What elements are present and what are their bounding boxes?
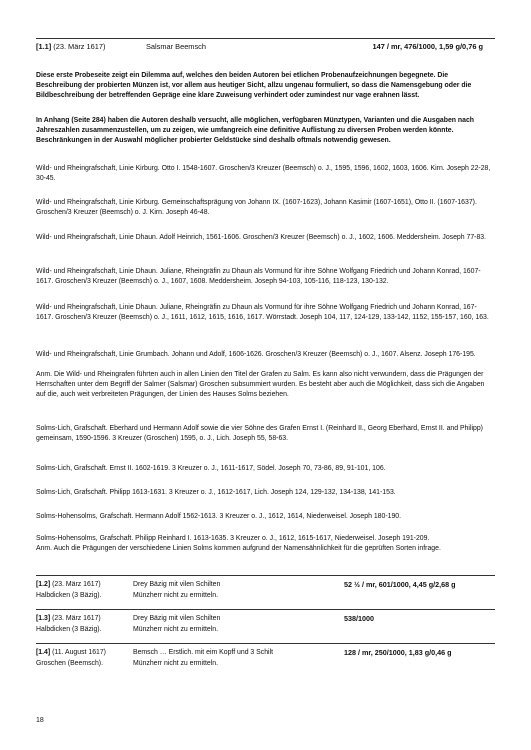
entry-1-2-value: 52 ½ / mr, 601/1000, 4,45 g/2,68 g [344,580,456,589]
paragraph-dhaun-juliane-2: Wild- und Rheingrafschaft, Linie Dhaun. Juliane, Rheingräfin zu Dhaun als Vormund für ihre Söhne Wolfgang Friedrich und Johann Konrad, 167-1617. Groschen/3 Kreuzer (Beemsch) o. J., 1611, 1612, 1615, 1616, 1617. Wörrstadt. Joseph 104, 117, 124-129, 133-142, 1152, 155-157, 160, 163. [36,304,489,321]
paragraph-kirburg-otto: Wild- und Rheingrafschaft, Linie Kirburg. Otto I. 1548-1607. Groschen/3 Kreuzer (Beemsch) o. J., 1595, 1596, 1602, 1603, 1606. Kirn. Joseph 22-28, 30-45. [36,165,491,182]
entry-rule-3 [36,643,495,644]
entry-1-4-id: [1.4] [36,649,51,656]
entry-1-4-label [36,647,124,669]
entry-1-3-label [36,613,124,635]
intro-paragraph-2: In Anhang (Seite 284) haben die Autoren deshalb versucht, alle möglichen, verfügbaren Münztypen, Varianten und die Ausgaben nach Jahreszahlen zusammenzustellen, um zu zeigen, wie umfangreich eine definitive Auflistung zu diversen Proben werden könnte. Beschränkungen in der Auswahl möglicher probierter Geldstücke sind deshalb oftmals notwendig gewesen. [36,117,475,144]
entry-1-3-coin: Halbdicken (3 Bäzig). [36,626,102,633]
entry-1-2-description [133,579,343,601]
paragraph-solms-lich-1: Solms-Lich, Grafschaft. Eberhard und Hermann Adolf sowie die vier Söhne des Grafen Ernst I. (Reinhard II., Georg Eberhard, Ernst II. and Philipp) gemeinsam, 1590-1596. 3 Kreuzer (Groschen) 1595, o. J., Lich. Joseph 55, 58-63. [36,425,483,442]
entry-header [36,42,495,52]
paragraph-solms-lich-2: Solms-Lich, Grafschaft. Ernst II. 1602-1619. 3 Kreuzer o. J., 1611-1617, Södel. Joseph 70, 73-86, 89, 91-101, 106. [36,465,386,472]
intro-paragraph-1: Diese erste Probeseite zeigt ein Dilemma auf, welches den beiden Autoren bei etlichen Probenaufzeichnungen begegnete. Die Beschreibung der probierten Münzen ist, vor allem aus heutiger Sicht, allzu ungenau formuliert, so dass die Namensgebung oder die Bildbeschreibung der betreffenden Gepräge eine klare Zuweisung verhindert oder zumindest nur vage erahnen lässt. [36,72,472,99]
paragraph-dhaun-adolf: Wild- und Rheingrafschaft, Linie Dhaun. Adolf Heinrich, 1561-1606. Groschen/3 Kreuzer (Beemsch) o. J., 1602, 1606. Meddersheim. Joseph 77-83. [36,234,487,241]
entry-rule-1 [36,575,495,576]
entry-1-3-date: (23. März 1617) [52,615,101,622]
paragraph-kirburg-gemeinschaft: Wild- und Rheingrafschaft, Linie Kirburg. Gemeinschaftsprägung von Johann IX. (1607-1623), Johann Kasimir (1607-1651), Otto II. (1607-1637). Groschen/3 Kreuzer (Beemsch) o. J. Kirn. Joseph 46-48. [36,199,477,216]
entry-1-3-id: [1.3] [36,615,51,622]
entry-1-3-desc-2: Münzherr nicht zu ermitteln. [133,626,219,633]
entry-1-2-label [36,579,124,601]
entry-1-4-desc-1: Bemsch … Erstlich. mit eim Kopff und 3 Schilt [133,649,274,656]
entry-1-2 [36,579,495,601]
entry-1-4-description [133,647,343,669]
entry-1-3 [36,613,495,635]
entry-value: 147 / mr, 476/1000, 1,59 g/0,76 g [372,42,483,51]
entry-date: (23. März 1617) [53,42,106,51]
entry-1-3-value: 538/1000 [344,614,374,623]
paragraph-solms-hohensolms-2: Solms-Hohensolms, Grafschaft. Philipp Reinhard I. 1613-1635. 3 Kreuzer o. J., 1612, 1615-1617, Niederweisel. Joseph 191-209. [36,535,430,542]
note-solms: Anm. Auch die Prägungen der verschiedene Linien Solms kommen aufgrund der Namensähnlichkeit für die geprüften Sorten infrage. [36,545,441,552]
entry-1-4 [36,647,495,669]
entry-1-2-desc-2: Münzherr nicht zu ermitteln. [133,592,219,599]
entry-1-4-value: 128 / mr, 250/1000, 1,83 g/0,46 g [344,648,452,657]
entry-1-4-desc-2: Münzherr nicht zu ermitteln. [133,660,219,667]
entry-reference [36,42,105,52]
entry-id: [1.1] [36,42,52,51]
entry-1-2-desc-1: Drey Bäzig mit vilen Schilten [133,581,221,588]
entry-1-2-date: (23. März 1617) [52,581,101,588]
paragraph-grumbach: Wild- und Rheingrafschaft, Linie Grumbach. Johann und Adolf, 1606-1626. Groschen/3 Kreuzer (Beemsch) o. J., 1607. Alsenz. Joseph 176-195. [36,351,476,358]
entry-rule-2 [36,609,495,610]
entry-1-4-date: (11. August 1617) [52,649,106,656]
entry-1-3-description [133,613,343,635]
paragraph-dhaun-juliane-1: Wild- und Rheingrafschaft, Linie Dhaun. Juliane, Rheingräfin zu Dhaun als Vormund für ihre Söhne Wolfgang Friedrich und Johann Konrad, 1607-1617. Groschen/3 Kreuzer (Beemsch) o. J., 1607, 1608. Meddersheim. Joseph 94-103, 105-116, 118-123, 130-132. [36,268,481,285]
entry-1-3-desc-1: Drey Bäzig mit vilen Schilten [133,615,221,622]
paragraph-solms-lich-3: Solms-Lich, Grafschaft. Philipp 1613-1631. 3 Kreuzer o. J., 1612-1617, Lich. Joseph 124, 129-132, 134-138, 141-153. [36,489,396,496]
top-rule [36,38,495,39]
note-salm: Anm. Die Wild- und Rheingrafen führten auch in allen Linien den Titel der Grafen zu Salm. Es kann also nicht verwundern, dass die Prägungen der Herrschaften unter dem Begriff der Salmer (Salsmar) Groschen subsummiert wurden. Es besteht aber auch die Möglichkeit, dass sich die Angaben auf die, auch weit verbreiteten Prägungen, der Linien des Hauses Solms beziehen. [36,371,485,398]
entry-1-2-coin: Halbdicken (3 Bäzig). [36,592,102,599]
entry-coin-name: Salsmar Beemsch [146,42,206,51]
paragraph-solms-hohensolms-1: Solms-Hohensolms, Grafschaft. Hermann Adolf 1562-1613. 3 Kreuzer o. J., 1612, 1614, Niederweisel. Joseph 180-190. [36,513,402,520]
entry-1-2-id: [1.2] [36,581,51,588]
entry-1-4-coin: Groschen (Beemsch). [36,660,104,667]
page-number: 18 [36,717,44,724]
